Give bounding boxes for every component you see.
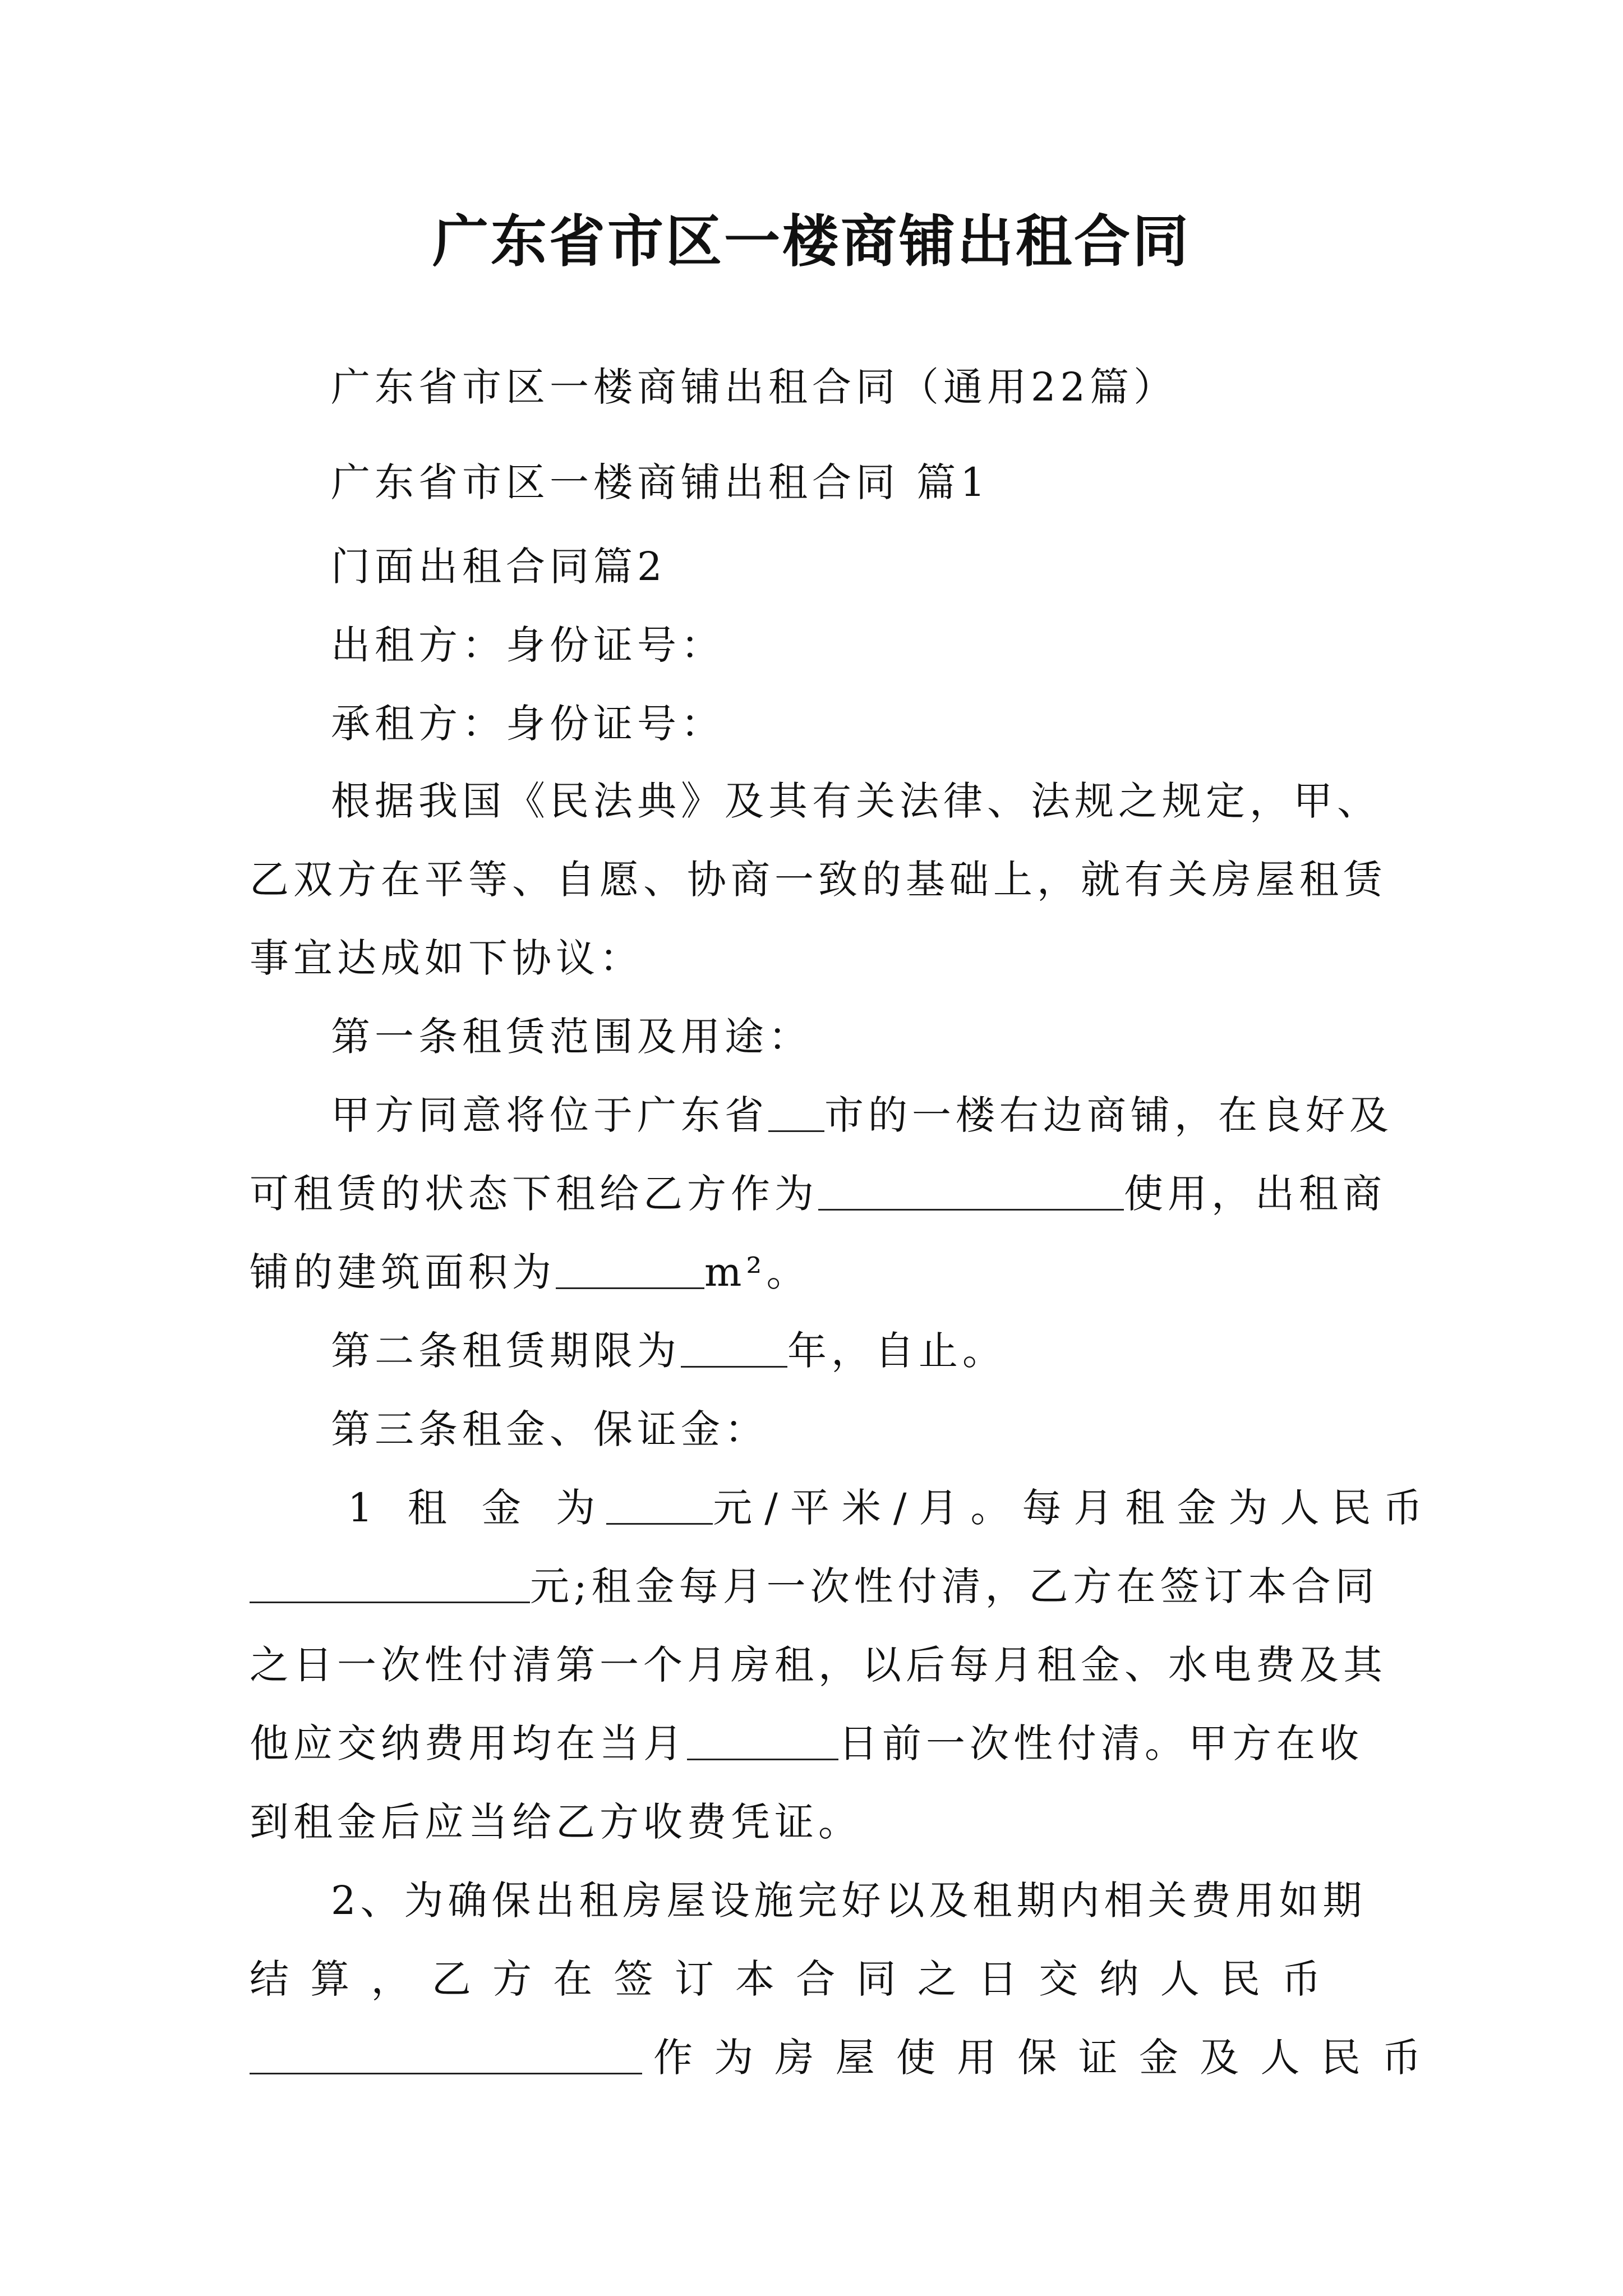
- text-segment: 元/平米/月。每月租金为人民币: [713, 1485, 1435, 1531]
- fill-blank[interactable]: [681, 1330, 787, 1368]
- fill-blank[interactable]: [556, 1251, 704, 1289]
- text-segment: 市的一楼右边商铺，在良好及: [824, 1092, 1393, 1138]
- text-segment: 元;租金每月一次性付清，乙方在签订本合同: [530, 1563, 1379, 1609]
- text-segment: 1 租 金 为: [348, 1485, 607, 1531]
- section-heading-2: 门面出租合同篇2: [331, 544, 667, 590]
- article-1-line-2: [250, 1166, 1386, 1222]
- text-segment: 年，自止。: [787, 1328, 1006, 1374]
- text-segment: 使用，出租商: [1124, 1171, 1386, 1217]
- text-segment: 可租赁的状态下租给乙方作为: [250, 1171, 818, 1217]
- article-3-heading: 第三条租金、保证金：: [331, 1406, 768, 1452]
- deposit-line-3: [250, 2030, 1426, 2086]
- text-segment: m²。: [704, 1249, 810, 1295]
- fill-blank[interactable]: [818, 1173, 1124, 1211]
- article-1-heading: 第一条租赁范围及用途：: [331, 1014, 812, 1060]
- lessee-line: 承租方：身份证号：: [331, 701, 725, 747]
- article-2-line: [331, 1323, 1006, 1379]
- text-segment: 第二条租赁期限为: [331, 1328, 681, 1374]
- document-title: 广东省市区一楼商铺出租合同: [432, 208, 1191, 274]
- fill-blank[interactable]: [250, 1566, 530, 1603]
- article-1-line-3: [250, 1244, 810, 1300]
- deposit-line-2: 结 算 ， 乙 方 在 签 订 本 合 同 之 日 交 纳 人 民 币: [250, 1956, 1326, 2002]
- lessor-line: 出租方：身份证号：: [331, 622, 725, 668]
- fill-blank[interactable]: [250, 2037, 642, 2074]
- fill-blank[interactable]: [606, 1487, 713, 1525]
- text-segment: 日前一次性付清。甲方在收: [838, 1720, 1363, 1766]
- rent-line-2: [250, 1558, 1379, 1614]
- text-segment: 甲方同意将位于广东省: [331, 1092, 768, 1138]
- rent-line-1: [348, 1480, 1435, 1536]
- text-segment: 作 为 房 屋 使 用 保 证 金 及 人 民 币: [653, 2035, 1426, 2081]
- fill-blank[interactable]: [768, 1094, 824, 1132]
- paragraph-intro-line-2: 乙双方在平等、自愿、协商一致的基础上，就有关房屋租赁: [250, 857, 1387, 903]
- rent-line-3: 之日一次性付清第一个月房租，以后每月租金、水电费及其: [250, 1642, 1387, 1688]
- rent-line-4: [250, 1715, 1363, 1772]
- fill-blank[interactable]: [687, 1723, 838, 1760]
- paragraph-intro-line-1: 根据我国《民法典》及其有关法律、法规之规定，甲、: [331, 778, 1381, 824]
- article-1-line-1: [331, 1087, 1393, 1143]
- paragraph-intro-line-3: 事宜达成如下协议：: [250, 935, 643, 981]
- deposit-line-1: 2、为确保出租房屋设施完好以及租期内相关费用如期: [331, 1878, 1367, 1924]
- text-segment: 他应交纳费用均在当月: [250, 1720, 687, 1766]
- section-heading-1: 广东省市区一楼商铺出租合同 篇1: [331, 459, 990, 505]
- text-segment: 铺的建筑面积为: [250, 1249, 556, 1295]
- rent-line-5: 到租金后应当给乙方收费凭证。: [250, 1799, 862, 1845]
- subtitle-line: 广东省市区一楼商铺出租合同（通用22篇）: [331, 364, 1178, 410]
